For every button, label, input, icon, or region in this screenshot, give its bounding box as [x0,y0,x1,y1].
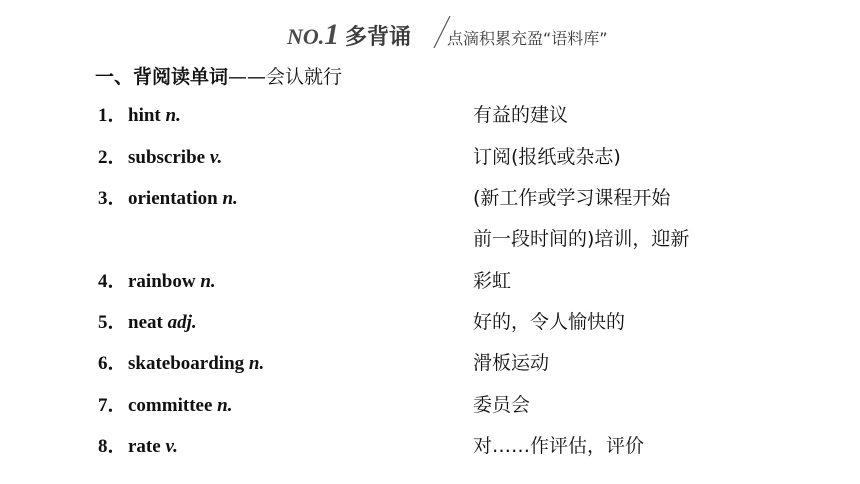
vocab-term [98,183,238,210]
vocab-meaning: 前一段时间的)培训，迎新 [473,228,690,250]
vocab-pos: n. [165,105,181,126]
vocab-word: rainbow [128,271,196,292]
vocab-number: 8． [98,436,127,457]
vocab-pos: n. [217,395,233,416]
vocab-pos: adj. [167,312,197,333]
vocab-row [0,348,860,378]
header-subtitle: 点滴积累充盈“语料库” [447,29,608,48]
vocab-meaning: 对……作评估，评价 [473,435,645,457]
vocab-pos: v. [165,436,178,457]
vocab-term [98,348,264,375]
vocab-pos: n. [222,188,238,209]
vocab-row [0,266,860,296]
vocab-meaning: (新工作或学习课程开始 [473,187,671,209]
vocab-pos: n. [200,271,216,292]
vocab-number: 2． [98,147,127,168]
vocab-number: 1． [98,105,127,126]
vocab-term [98,390,232,417]
vocab-row [0,390,860,420]
vocab-word: subscribe [128,147,206,168]
vocab-number: 3． [98,188,127,209]
vocab-term [98,100,181,127]
vocab-row [0,307,860,337]
vocab-row [0,183,860,213]
vocab-meaning: 委员会 [473,394,531,416]
vocab-pos: v. [209,147,223,168]
vocab-word: skateboarding [128,353,245,374]
vocab-term [98,266,216,293]
vocab-number: 5． [98,312,127,333]
vocab-meaning: 好的，令人愉快的 [473,311,626,333]
vocab-meaning: 滑板运动 [473,352,550,374]
vocab-number: 4． [98,271,127,292]
header-title: 多背诵 [345,25,412,50]
section-title-note: ——会认就行 [228,66,343,88]
vocab-row [0,100,860,130]
section-title [95,62,342,89]
vocab-word: rate [128,436,161,457]
vocab-meaning: 彩虹 [473,270,512,292]
vocab-word: committee [128,395,213,416]
vocab-row [0,142,860,172]
header-no-number: 1 [324,18,340,51]
header [0,14,860,54]
vocab-row-continuation [0,224,860,254]
vocab-row [0,431,860,461]
vocab-word: hint [128,105,161,126]
vocab-pos: n. [248,353,265,374]
vocab-number: 6． [98,353,127,374]
vocab-meaning: 有益的建议 [473,104,569,126]
vocab-word: orientation [128,188,218,209]
vocab-term [98,307,197,334]
vocab-meaning: 订阅(报纸或杂志) [473,146,621,168]
section-title-main: 一、背阅读单词 [95,66,229,88]
header-no-prefix: NO. [287,24,325,49]
vocab-word: neat [128,312,163,333]
vocab-number: 7． [98,395,127,416]
vocab-term [98,431,178,458]
header-number-label [287,18,339,52]
vocab-term [98,142,222,169]
